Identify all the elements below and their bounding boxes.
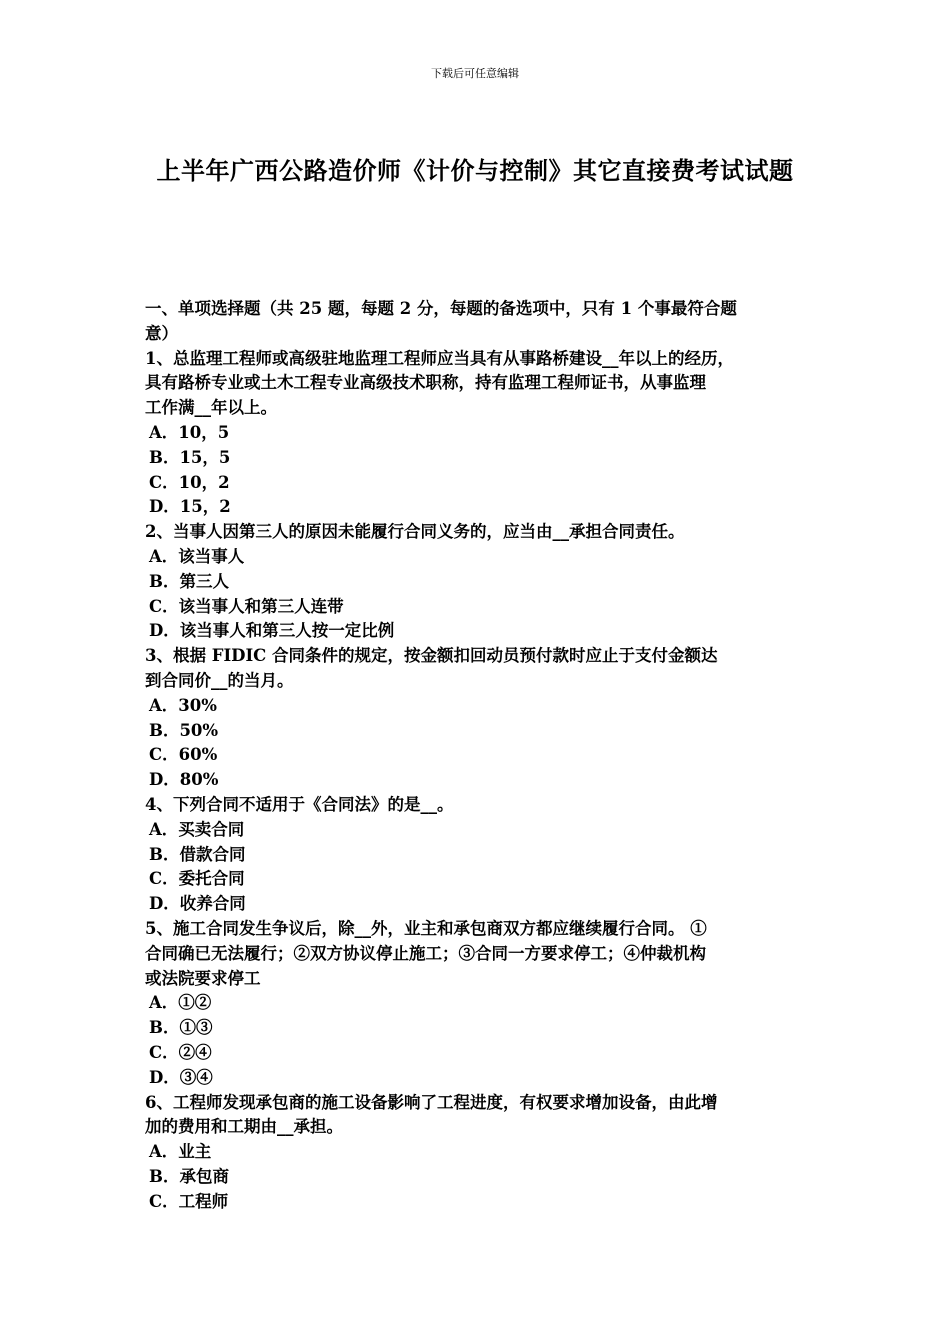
question-text-line: 合同确已无法履行；②双方协议停止施工；③合同一方要求停工；④仲裁机构 <box>145 943 706 963</box>
option-c: C．工程师 <box>149 1191 229 1211</box>
question-text-line: 2、当事人因第三人的原因未能履行合同义务的，应当由__承担合同责任。 <box>145 522 685 542</box>
question-2 <box>145 520 810 644</box>
option-c: C．该当事人和第三人连带 <box>149 596 344 616</box>
question-text-line: 5、施工合同发生争议后，除__外，业主和承包商双方都应继续履行合同。 ① <box>145 918 707 938</box>
question-text-line: 加的费用和工期由__承担。 <box>145 1117 343 1137</box>
question-text-line: 3、根据 FIDIC 合同条件的规定，按金额扣回动员预付款时应止于支付金额达 <box>145 646 718 666</box>
option-b: B．50% <box>149 720 219 740</box>
section-heading-line: 意） <box>145 323 178 343</box>
document-title: 上半年广西公路造价师《计价与控制》其它直接费考试试题 <box>156 156 794 185</box>
question-text-line: 具有路桥专业或土木工程专业高级技术职称，持有监理工程师证书，从事监理 <box>145 373 706 393</box>
option-c: C．60% <box>149 745 218 765</box>
option-c: C．委托合同 <box>149 869 245 889</box>
question-6 <box>145 1091 810 1215</box>
option-d: D．该当事人和第三人按一定比例 <box>149 621 395 641</box>
option-b: B．承包商 <box>149 1166 229 1186</box>
question-text-line: 到合同价__的当月。 <box>145 670 294 690</box>
question-text-line: 或法院要求停工 <box>145 968 261 988</box>
question-text-line: 6、工程师发现承包商的施工设备影响了工程进度，有权要求增加设备，由此增 <box>145 1092 718 1112</box>
option-d: D．80% <box>149 770 219 790</box>
option-c: C．②④ <box>149 1042 212 1062</box>
option-a: A．①② <box>149 993 212 1013</box>
option-c: C．10，2 <box>149 472 230 492</box>
option-a: A．该当事人 <box>149 546 245 566</box>
section-heading <box>145 297 810 347</box>
option-b: B．①③ <box>149 1018 213 1038</box>
header-note: 下载后可任意编辑 <box>431 67 519 80</box>
option-d: D．收养合同 <box>149 894 246 914</box>
option-d: D．③④ <box>149 1067 213 1087</box>
option-d: D．15，2 <box>149 497 231 517</box>
section-heading-line: 一、单项选择题（共 25 题，每题 2 分，每题的备选项中，只有 1 个事最符合题 <box>145 299 737 318</box>
question-text-line: 4、下列合同不适用于《合同法》的是__。 <box>145 794 454 814</box>
option-a: A．10，5 <box>149 422 230 442</box>
option-a: A．30% <box>149 695 217 715</box>
question-text-line: 工作满__年以上。 <box>145 398 277 418</box>
option-b: B．15，5 <box>149 447 231 467</box>
question-5 <box>145 917 810 1091</box>
option-a: A．业主 <box>149 1142 212 1162</box>
question-3 <box>145 644 810 793</box>
option-b: B．第三人 <box>149 571 229 591</box>
question-1 <box>145 347 810 521</box>
question-4 <box>145 793 810 917</box>
option-b: B．借款合同 <box>149 844 246 864</box>
option-a: A．买卖合同 <box>149 819 245 839</box>
question-content <box>145 297 810 1214</box>
question-text-line: 1、总监理工程师或高级驻地监理工程师应当具有从事路桥建设__年以上的经历， <box>145 348 734 368</box>
